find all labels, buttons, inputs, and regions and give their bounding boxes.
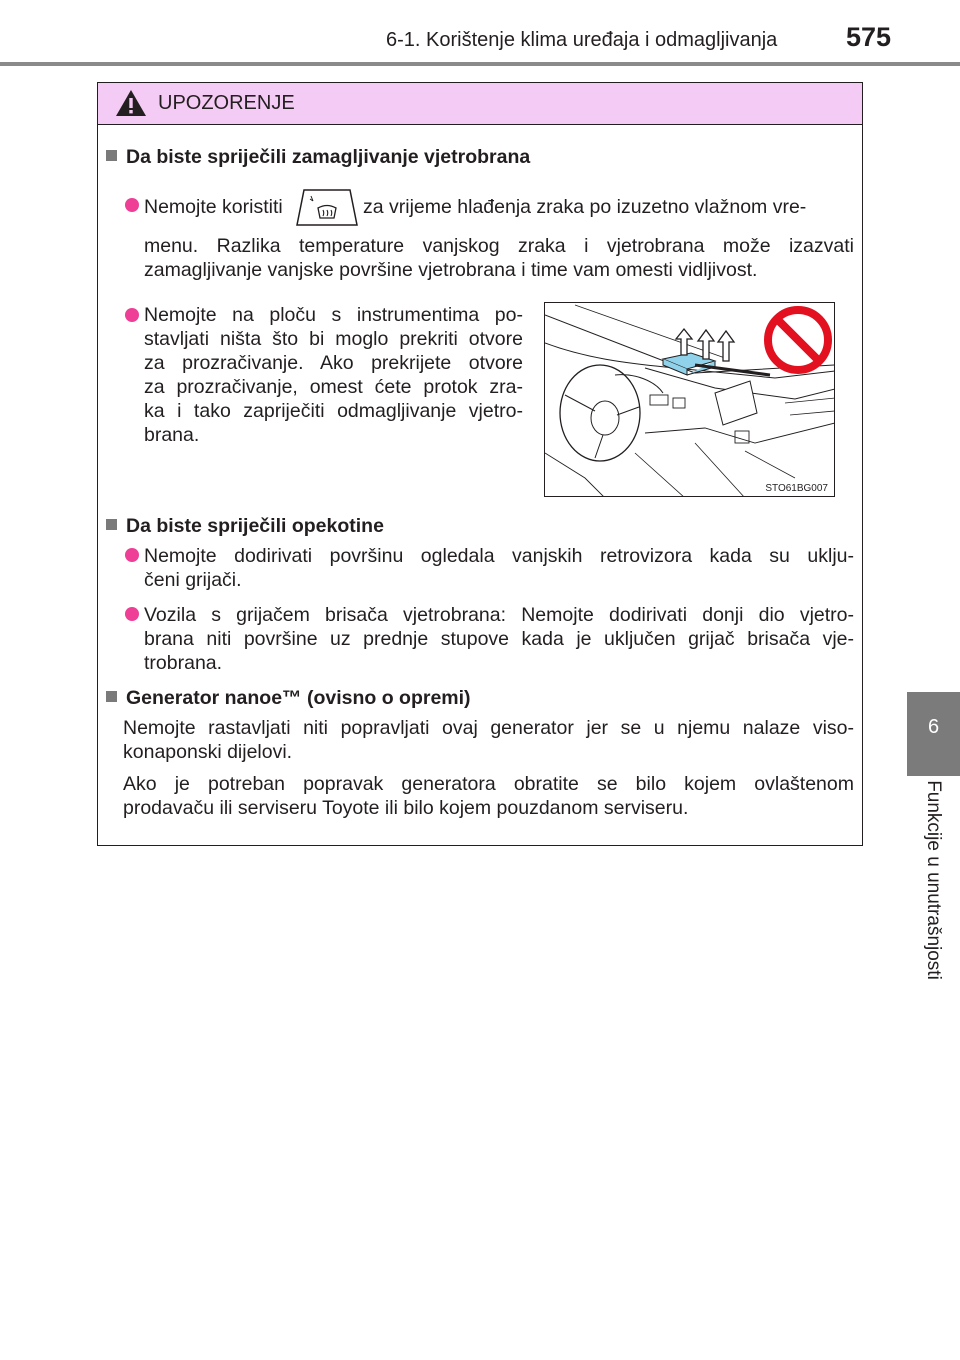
figure-code: STO61BG007 [765,483,828,494]
dashboard-illustration [544,302,835,497]
bullet-text: Nemojte dodirivati površinu ogledala vanjskih retrovizora kada su uklju- [144,545,854,567]
section-heading-fog: Da biste spriječili zamagljivanje vjetrobrana [126,146,531,168]
bullet-text: za prozračivanje, omest ćete protok zra- [144,376,523,398]
section-title: 6-1. Korištenje klima uređaja i odmagljivanja [386,29,778,51]
warning-triangle-icon [115,88,147,118]
prohibition-sign-icon [763,305,833,375]
heading-square-marker [106,519,117,530]
bullet-dot [125,548,139,562]
bullet-dot [125,308,139,322]
heading-square-marker [106,150,117,161]
bullet-text: čeni grijači. [144,569,242,591]
paragraph-text: konaponski dijelovi. [123,741,293,763]
bullet-text: brana niti površine uz prednje stupove kada je uključen grijač brisača vje- [144,628,854,650]
bullet-text: Vozila s grijačem brisača vjetrobrana: Nemojte dodirivati donji dio vjetro- [144,604,854,626]
bullet-dot [125,607,139,621]
bullet-text: brana. [144,424,200,446]
bullet-text: ka i tako zapriječiti odmagljivanje vjetro- [144,400,523,422]
section-heading-nanoe: Generator nanoe™ (ovisno o opremi) [126,687,471,709]
chapter-label: Funkcije u unutrašnjosti [923,780,944,980]
page-number: 575 [846,22,892,52]
bullet-text: za prozračivanje. Ako prekrijete otvore [144,352,523,374]
bullet-text: menu. Razlika temperature vanjskog zraka i vjetrobrana može izazvati [144,235,854,257]
windshield-defroster-icon [296,188,358,228]
heading-square-marker [106,691,117,702]
bullet-text: zamagljivanje vanjske površine vjetrobrana i time vam omesti vidljivost. [144,259,758,281]
warning-label: UPOZORENJE [158,92,295,114]
airflow-arrow-icon [673,325,743,365]
bullet-dot [125,198,139,212]
section-heading-burns: Da biste spriječili opekotine [126,515,384,537]
bullet-text: stavljati ništa što bi moglo prekriti otvore [144,328,523,350]
chapter-tab[interactable] [907,692,960,776]
chapter-number: 6 [927,716,940,738]
paragraph-text: prodavaču ili serviseru Toyote ili bilo kojem pouzdanom serviseru. [123,797,689,819]
warning-header [98,83,862,125]
bullet-text: za vrijeme hlađenja zraka po izuzetno vlažnom vre- [363,196,807,218]
paragraph-text: Ako je potreban popravak generatora obratite se bilo kojem ovlaštenom [123,773,854,795]
paragraph-text: Nemojte rastavljati niti popravljati ovaj generator jer se u njemu nalaze viso- [123,717,854,739]
bullet-text: trobrana. [144,652,223,674]
header-divider [0,62,960,66]
bullet-text: Nemojte koristiti [144,196,283,218]
bullet-text: Nemojte na ploču s instrumentima po- [144,304,523,326]
